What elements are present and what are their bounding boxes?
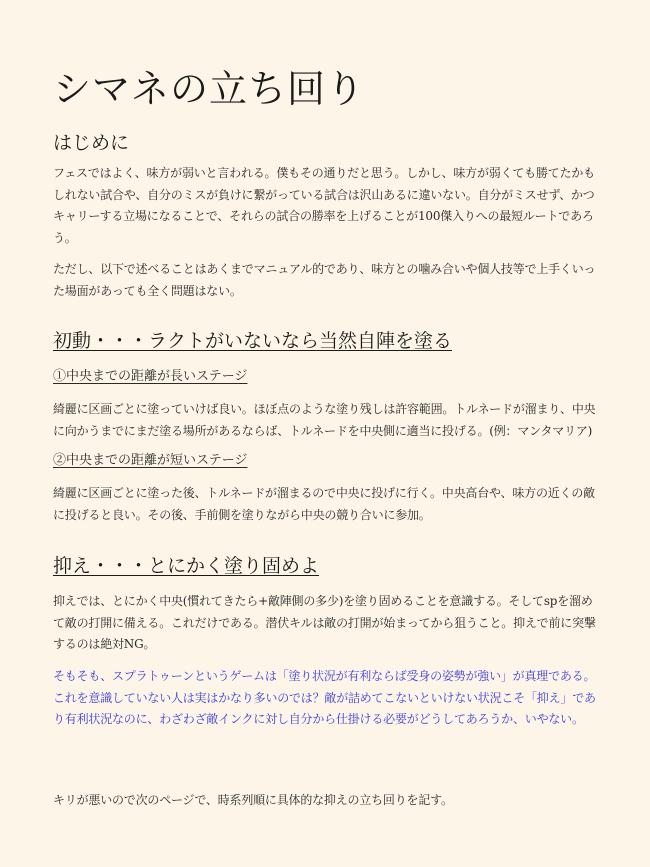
intro-heading: はじめに — [53, 132, 130, 154]
hold-blue-paragraph: そもそも、スプラトゥーンというゲームは「塗り状況が有利ならば受身の姿勢が強い」が真理である。これを意識していない人は実はかなり多いのでは？敵が詰めてこないといけない状況こそ「抑え」であり有利状況なのに、わざわざ敵インクに対し自分から仕掛ける必要がどうしてあろうか、いやない。 — [53, 669, 596, 726]
short-stage-text: 綺麗に区画ごとに塗った後、トルネードが溜まるので中央に投げに行く。中央高台や、味方の近くの敵に投げると良い。その後、手前側を塗りながら中央の競り合いに参加。 — [53, 486, 595, 522]
long-stage-heading: ①中央までの距離が長いステージ — [53, 369, 248, 384]
long-stage-text: 綺麗に区画ごとに塗っていけば良い。ほぼ点のような塗り残しは許容範囲。トルネードが溜まり、中央に向かうまでにまだ塗る場所があるならば、トルネードを中央側に適当に投げる。(例：マンタマリア) — [53, 402, 596, 438]
hold-paragraph: 抑えでは、とにかく中央(慣れてきたら+敵陣側の多少)を塗り固めることを意識する。そしてspを溜めて敵の打開に備える。これだけである。潜伏キルは敵の打開が始まってから狙うこと。抑えで前に突撃するのは絶対NG。 — [53, 594, 596, 651]
opening-heading: 初動・・・ラクトがいないなら当然自陣を塗る — [53, 330, 453, 352]
intro-paragraph-1: フェスではよく、味方が弱いと言われる。僕もその通りだと思う。しかし、味方が弱くても勝てたかもしれない試合や、自分のミスが負けに繋がっている試合は沢山あるに違いない。自分がミスせず、かつキャリーする立場になることで、それらの試合の勝率を上げることが100傑入りへの最短ルートであろう。 — [53, 166, 595, 245]
intro-paragraph-2: ただし、以下で述べることはあくまでマニュアル的であり、味方との噛み合いや個人技等で上手くいった場面があっても全く問題はない。 — [53, 262, 596, 298]
short-stage-heading: ②中央までの距離が短いステージ — [53, 453, 248, 468]
page-title: シマネの立ち回り — [53, 67, 366, 111]
hold-heading: 抑え・・・とにかく塗り固めよ — [53, 555, 320, 577]
footer-note: キリが悪いので次のページで、時系列順に具体的な抑えの立ち回りを記す。 — [53, 793, 453, 807]
